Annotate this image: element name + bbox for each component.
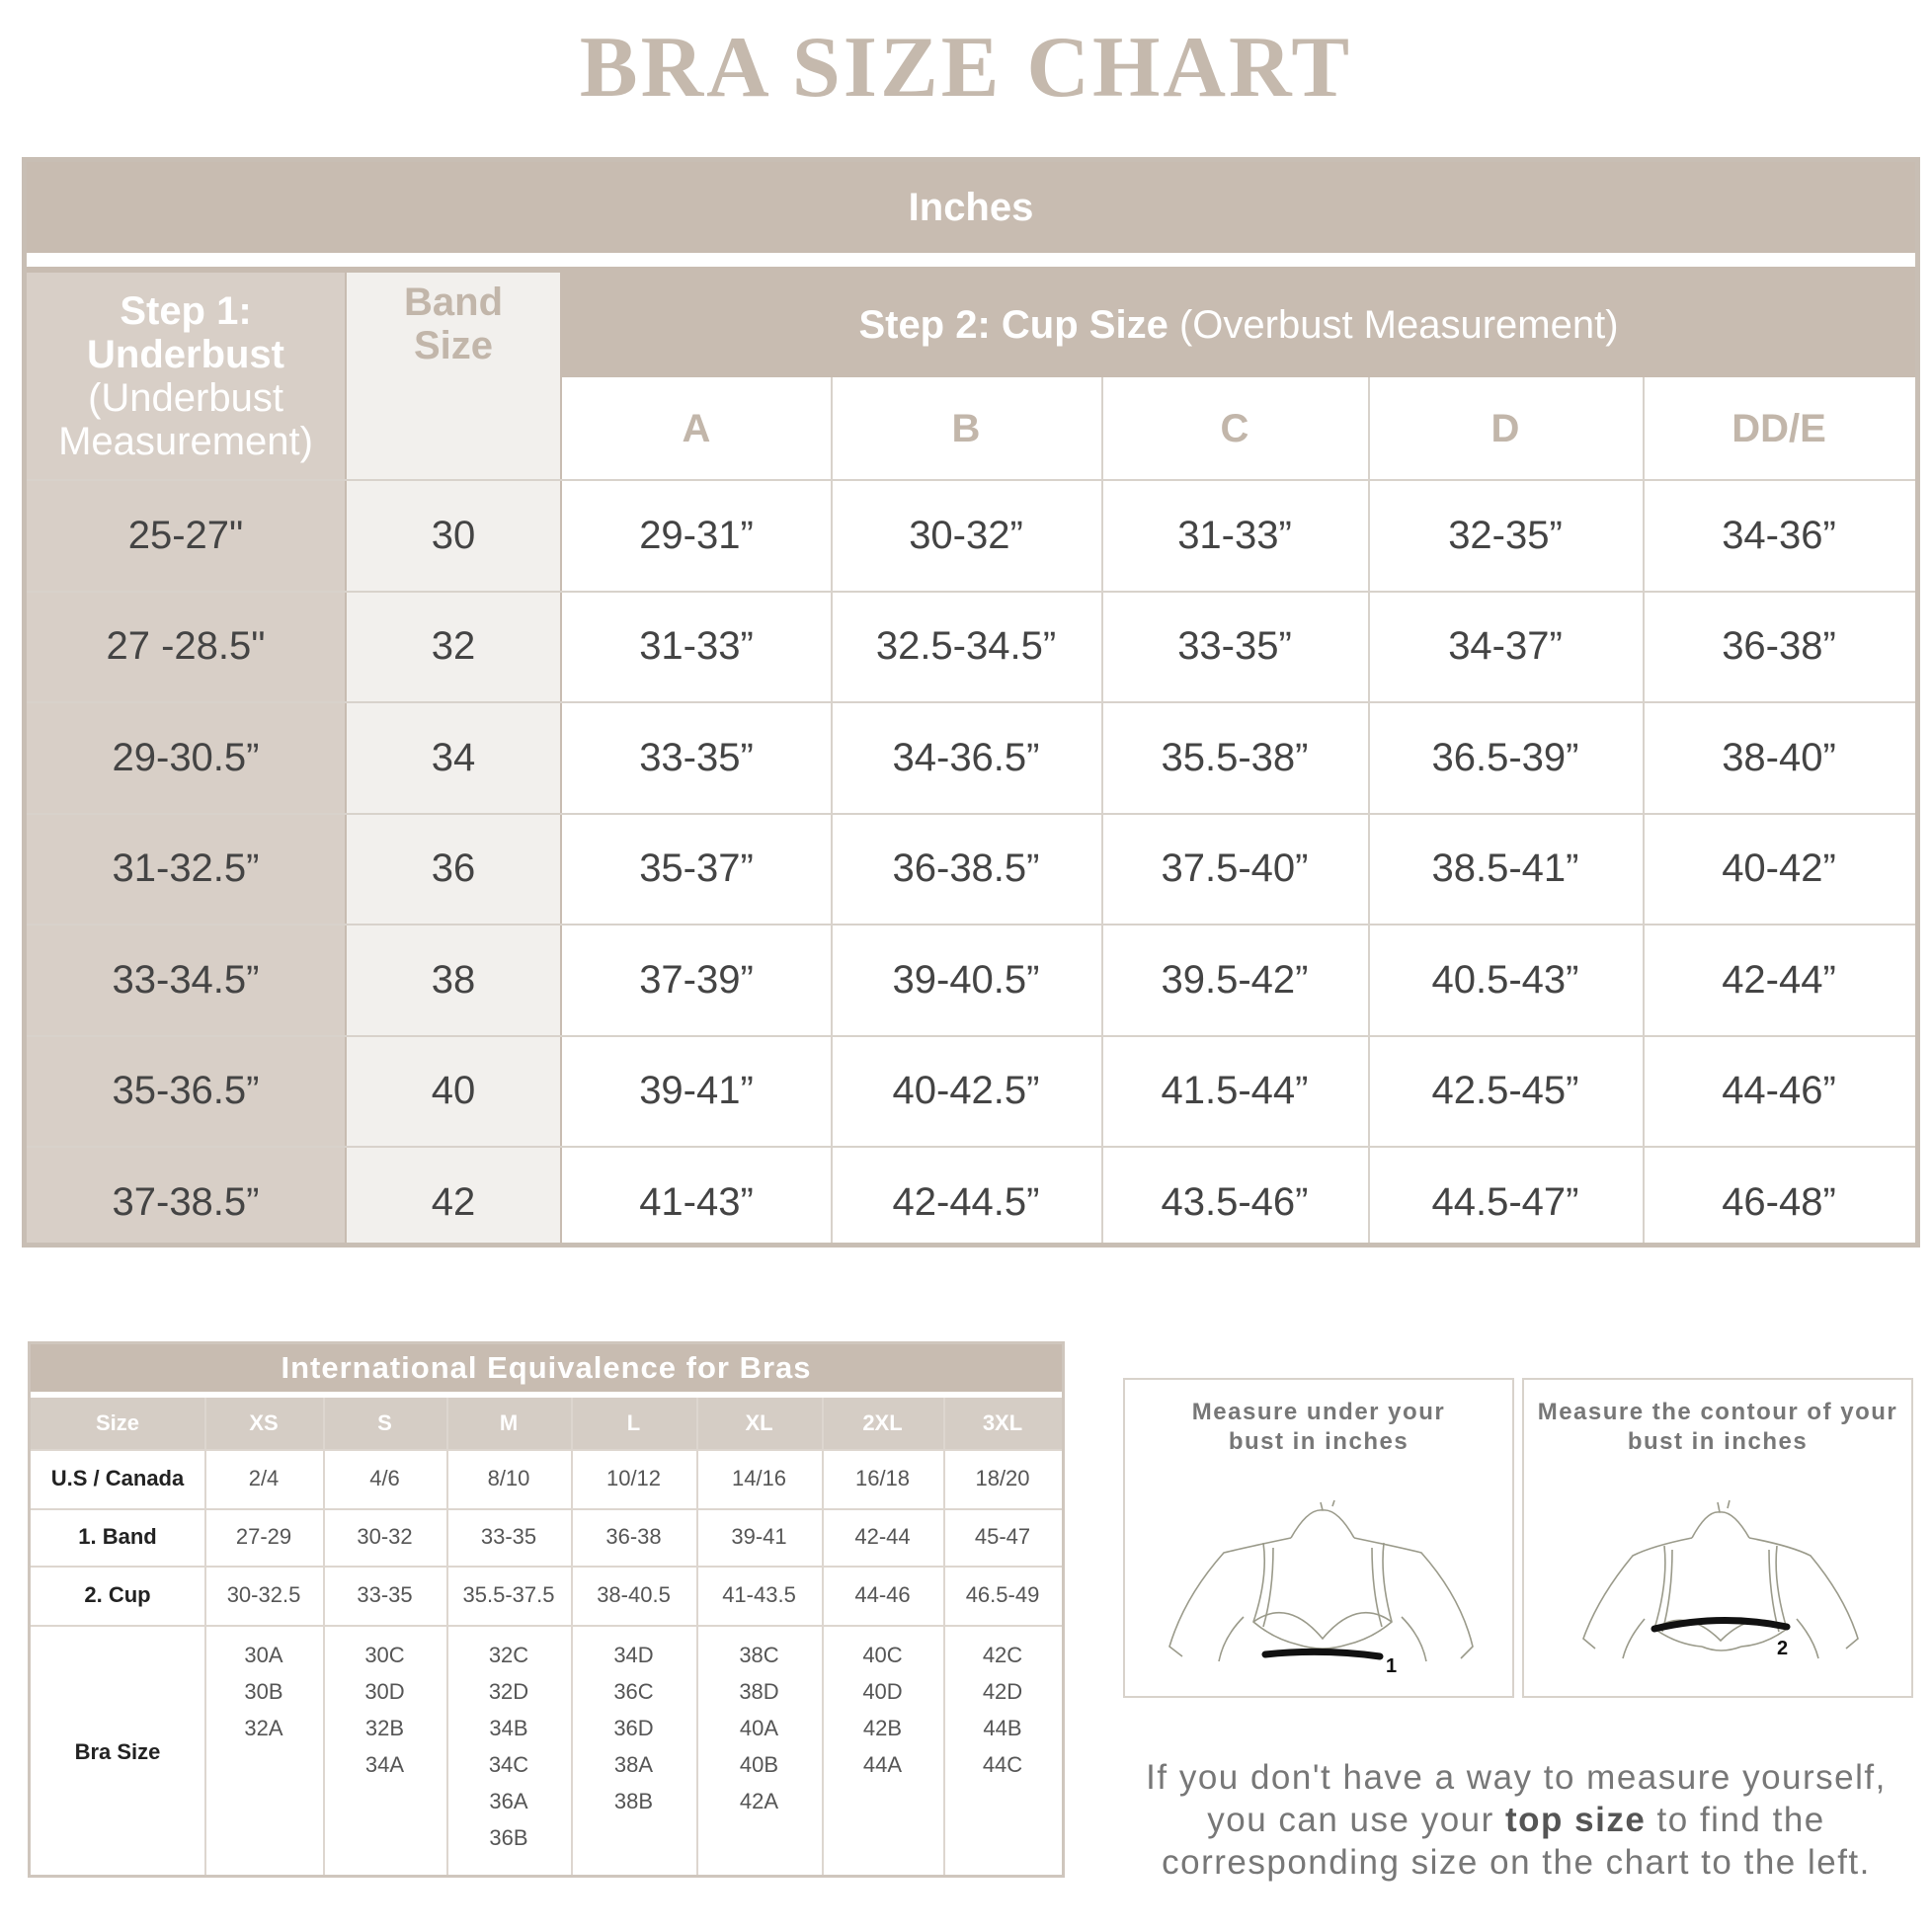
cup-measurement-cell: 37-39” bbox=[639, 957, 754, 1002]
bra-size-value: 32D bbox=[488, 1679, 529, 1704]
note-text: to find the corresponding size on the chart to the left. bbox=[1162, 1801, 1871, 1882]
bra-size-value: 36A bbox=[489, 1789, 528, 1813]
cup-measurement-cell: 32.5-34.5” bbox=[875, 624, 1057, 669]
size-value-cell: 2/4 bbox=[248, 1466, 280, 1490]
measure-label-line: bust in inches bbox=[1627, 1428, 1809, 1455]
bra-size-value: 36D bbox=[613, 1716, 654, 1740]
measure-label-line: bust in inches bbox=[1228, 1428, 1409, 1455]
size-label: Size bbox=[95, 1410, 140, 1435]
size-value-cell: 42-44 bbox=[854, 1524, 911, 1549]
bra-size-value: 36B bbox=[489, 1825, 528, 1850]
international-table bbox=[28, 1341, 1065, 1878]
main-size-table bbox=[22, 157, 1920, 1248]
header-separator bbox=[27, 253, 1915, 267]
cup-letter-header: DD/E bbox=[1731, 406, 1826, 450]
band-size-cell: 34 bbox=[431, 735, 476, 779]
bra-size-column bbox=[571, 1637, 696, 1819]
cup-measurement-cell: 39-40.5” bbox=[892, 957, 1040, 1002]
band-size-cell: 42 bbox=[431, 1179, 476, 1224]
step1-subtitle-line: Measurement) bbox=[58, 420, 313, 463]
row-label: U.S / Canada bbox=[50, 1466, 185, 1490]
size-value-cell: 27-29 bbox=[235, 1524, 292, 1549]
bra-size-column bbox=[943, 1637, 1062, 1783]
step1-title-line: Underbust bbox=[87, 333, 284, 376]
bra-size-value: 30D bbox=[364, 1679, 405, 1704]
size-value-cell: 44-46 bbox=[854, 1582, 911, 1607]
underbust-cell: 37-38.5” bbox=[112, 1179, 260, 1224]
size-value-cell: 41-43.5 bbox=[722, 1582, 796, 1607]
size-value-cell: 14/16 bbox=[731, 1466, 787, 1490]
cup-letter-header: D bbox=[1490, 406, 1520, 450]
cup-measurement-cell: 31-33” bbox=[639, 624, 754, 669]
bra-size-value: 38A bbox=[613, 1752, 654, 1777]
cup-measurement-cell: 34-37” bbox=[1448, 624, 1563, 669]
row-label: 2. Cup bbox=[84, 1582, 151, 1607]
row-label: 1. Band bbox=[78, 1524, 157, 1549]
bra-size-value: 32B bbox=[364, 1716, 405, 1740]
bra-size-value: 44A bbox=[862, 1752, 903, 1777]
size-header: 2XL bbox=[862, 1410, 903, 1435]
units-header: Inches bbox=[27, 162, 1915, 253]
bra-size-value: 38D bbox=[739, 1679, 779, 1704]
cup-measurement-cell: 36.5-39” bbox=[1431, 735, 1579, 779]
band-size-header-line: Size bbox=[413, 324, 494, 367]
cup-letter-header: A bbox=[682, 406, 711, 450]
size-header: L bbox=[626, 1410, 641, 1435]
cup-measurement-cell: 29-31” bbox=[639, 513, 754, 557]
bra-size-value: 42B bbox=[862, 1716, 903, 1740]
bra-size-value: 40B bbox=[739, 1752, 779, 1777]
cup-measurement-cell: 33-35” bbox=[639, 735, 754, 779]
page-title: BRA SIZE CHART bbox=[579, 20, 1353, 116]
bra-size-value: 38C bbox=[739, 1643, 779, 1667]
cup-measurement-cell: 44.5-47” bbox=[1431, 1179, 1579, 1224]
marker-1: 1 bbox=[1386, 1655, 1398, 1677]
band-size-cell: 40 bbox=[431, 1069, 476, 1113]
cup-letter-header: B bbox=[951, 406, 981, 450]
cup-measurement-cell: 43.5-46” bbox=[1161, 1179, 1309, 1224]
underbust-cell: 35-36.5” bbox=[112, 1069, 260, 1113]
cup-measurement-cell: 40-42.5” bbox=[892, 1069, 1040, 1113]
bra-size-value: 44B bbox=[983, 1716, 1022, 1740]
size-header: M bbox=[499, 1410, 519, 1435]
bra-size-value: 34B bbox=[489, 1716, 528, 1740]
cup-measurement-cell: 34-36.5” bbox=[892, 735, 1040, 779]
bra-size-value: 32C bbox=[488, 1643, 529, 1667]
row-label: Bra Size bbox=[74, 1739, 161, 1764]
band-size-header-line: Band bbox=[404, 281, 503, 324]
bra-size-value: 34D bbox=[613, 1643, 654, 1667]
bra-size-value: 34C bbox=[488, 1752, 529, 1777]
bra-size-column bbox=[323, 1637, 446, 1783]
size-value-cell: 35.5-37.5 bbox=[462, 1582, 555, 1607]
size-header: XL bbox=[745, 1410, 773, 1435]
marker-2: 2 bbox=[1777, 1638, 1789, 1659]
underbust-cell: 27 -28.5" bbox=[106, 624, 266, 669]
bra-size-value: 36C bbox=[613, 1679, 654, 1704]
cup-measurement-cell: 38-40” bbox=[1722, 735, 1836, 779]
size-value-cell: 39-41 bbox=[731, 1524, 787, 1549]
band-size-cell: 36 bbox=[431, 846, 476, 891]
size-value-cell: 38-40.5 bbox=[597, 1582, 671, 1607]
size-value-cell: 33-35 bbox=[480, 1524, 537, 1549]
cup-measurement-cell: 40-42” bbox=[1722, 846, 1836, 891]
cup-measurement-cell: 38.5-41” bbox=[1431, 846, 1579, 891]
bra-size-value: 40C bbox=[862, 1643, 903, 1667]
measure-label-line: Measure under your bbox=[1191, 1399, 1446, 1425]
size-header: 3XL bbox=[982, 1410, 1023, 1435]
band-size-header bbox=[347, 273, 560, 480]
cup-measurement-cell: 40.5-43” bbox=[1431, 957, 1579, 1002]
band-size-cell: 32 bbox=[431, 624, 476, 669]
cup-measurement-cell: 37.5-40” bbox=[1161, 846, 1309, 891]
cup-letter-header: C bbox=[1220, 406, 1249, 450]
bra-size-value: 34A bbox=[364, 1752, 405, 1777]
step2-title: Step 2: Cup Size bbox=[858, 302, 1168, 347]
underbust-cell: 31-32.5” bbox=[112, 846, 260, 891]
bra-size-value: 30B bbox=[244, 1679, 283, 1704]
cup-measurement-cell: 33-35” bbox=[1177, 624, 1292, 669]
bra-size-value: 42A bbox=[739, 1789, 779, 1813]
cup-measurement-cell: 39.5-42” bbox=[1161, 957, 1309, 1002]
size-header: XS bbox=[249, 1410, 279, 1435]
bra-size-value: 44C bbox=[982, 1752, 1023, 1777]
bra-size-value: 30A bbox=[244, 1643, 283, 1667]
bra-size-value: 42D bbox=[982, 1679, 1023, 1704]
overbust-illustration bbox=[1524, 1380, 1915, 1700]
bra-size-value: 42C bbox=[982, 1643, 1023, 1667]
size-value-cell: 30-32.5 bbox=[226, 1582, 301, 1607]
size-value-cell: 8/10 bbox=[487, 1466, 530, 1490]
cup-measurement-cell: 36-38” bbox=[1722, 624, 1836, 669]
size-value-cell: 36-38 bbox=[605, 1524, 662, 1549]
step2-header bbox=[562, 273, 1915, 377]
bra-size-value: 40D bbox=[862, 1679, 903, 1704]
step1-title-line: Step 1: bbox=[120, 289, 252, 333]
note-emphasis: top size bbox=[1505, 1801, 1647, 1839]
cup-measurement-cell: 41.5-44” bbox=[1161, 1069, 1309, 1113]
cup-measurement-cell: 32-35” bbox=[1448, 513, 1563, 557]
cup-measurement-cell: 42-44.5” bbox=[892, 1179, 1040, 1224]
cup-measurement-cell: 36-38.5” bbox=[892, 846, 1040, 891]
cup-measurement-cell: 42-44” bbox=[1722, 957, 1836, 1002]
band-size-cell: 38 bbox=[431, 957, 476, 1002]
cup-measurement-cell: 41-43” bbox=[639, 1179, 754, 1224]
measure-underbust-box bbox=[1123, 1378, 1514, 1698]
size-value-cell: 18/20 bbox=[975, 1466, 1030, 1490]
bra-size-value: 32A bbox=[244, 1716, 283, 1740]
bra-size-value: 30C bbox=[364, 1643, 405, 1667]
size-value-cell: 30-32 bbox=[357, 1524, 413, 1549]
step1-header bbox=[27, 273, 345, 480]
cup-measurement-cell: 34-36” bbox=[1722, 513, 1836, 557]
cup-measurement-cell: 35.5-38” bbox=[1161, 735, 1309, 779]
band-size-cell: 30 bbox=[431, 513, 476, 557]
bra-size-column bbox=[204, 1637, 323, 1746]
cup-measurement-cell: 30-32” bbox=[909, 513, 1023, 557]
underbust-cell: 29-30.5” bbox=[112, 735, 260, 779]
underbust-illustration bbox=[1125, 1380, 1516, 1700]
measure-overbust-box bbox=[1522, 1378, 1913, 1698]
cup-measurement-cell: 35-37” bbox=[639, 846, 754, 891]
measure-label-line: Measure the contour of your bbox=[1537, 1399, 1898, 1425]
bra-size-value: 40A bbox=[739, 1716, 779, 1740]
size-value-cell: 45-47 bbox=[974, 1524, 1031, 1549]
size-value-cell: 10/12 bbox=[605, 1466, 662, 1490]
bra-size-value: 38B bbox=[613, 1789, 654, 1813]
step2-subtitle: (Overbust Measurement) bbox=[1178, 302, 1619, 347]
cup-measurement-cell: 39-41” bbox=[639, 1069, 754, 1113]
cup-measurement-cell: 46-48” bbox=[1722, 1179, 1836, 1224]
cup-measurement-cell: 42.5-45” bbox=[1431, 1069, 1579, 1113]
note-text: If you don't have a way to measure yourself, you can use your bbox=[1146, 1758, 1887, 1839]
step1-subtitle-line: (Underbust bbox=[88, 376, 283, 420]
size-value-cell: 16/18 bbox=[854, 1466, 911, 1490]
cup-measurement-cell: 31-33” bbox=[1177, 513, 1292, 557]
size-value-cell: 46.5-49 bbox=[965, 1582, 1040, 1607]
underbust-cell: 25-27" bbox=[127, 513, 244, 557]
bra-size-column bbox=[446, 1637, 571, 1856]
size-value-cell: 33-35 bbox=[357, 1582, 413, 1607]
size-header: S bbox=[377, 1410, 392, 1435]
international-title: International Equivalence for Bras bbox=[31, 1344, 1062, 1392]
size-value-cell: 4/6 bbox=[369, 1466, 400, 1490]
cup-measurement-cell: 44-46” bbox=[1722, 1069, 1836, 1113]
measurement-note bbox=[1116, 1756, 1916, 1884]
underbust-cell: 33-34.5” bbox=[112, 957, 260, 1002]
bra-size-column bbox=[822, 1637, 943, 1783]
bra-size-column bbox=[696, 1637, 822, 1819]
